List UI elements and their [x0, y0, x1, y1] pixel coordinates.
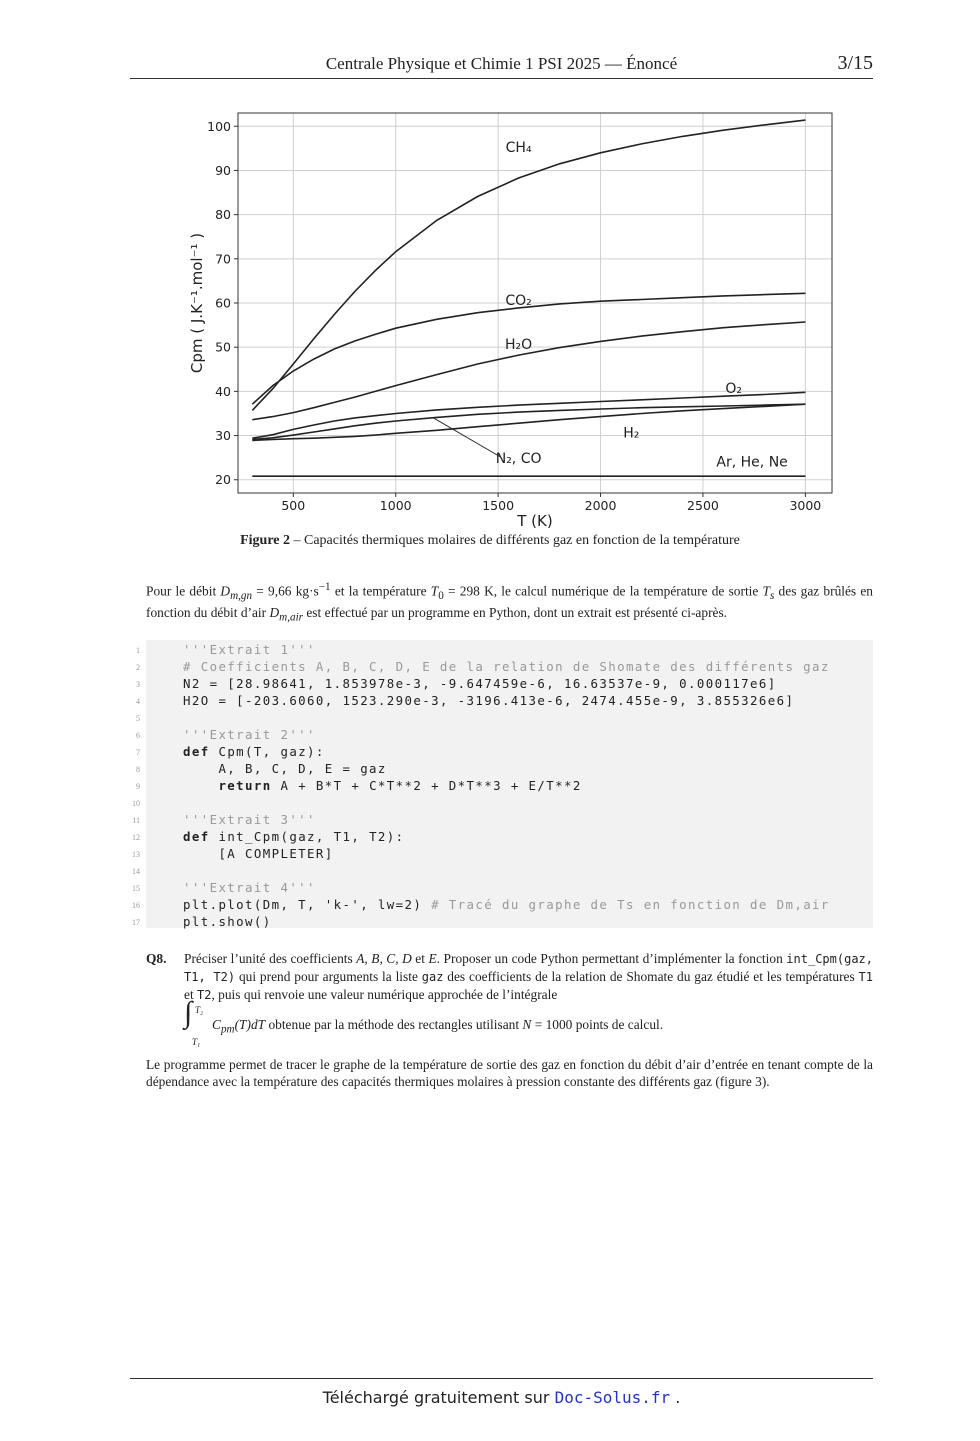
code-line: [132, 863, 873, 880]
code-listing: [132, 640, 873, 929]
code-line: [136, 676, 873, 693]
code-token: [A COMPLETER]: [183, 846, 334, 861]
code-inline: gaz: [421, 970, 444, 984]
series-label-arhene: Ar, He, Ne: [716, 454, 788, 471]
code-token: A, B, C, D, E = gaz: [183, 761, 387, 776]
y-tick-label: 30: [215, 428, 231, 444]
text: = 298 K, le calcul numérique de la température de sortie: [443, 583, 763, 599]
y-tick-label: 80: [215, 207, 231, 223]
code-line: [136, 693, 873, 710]
text: des coefficients de la relation de Shomate du gaz étudié et les températures: [443, 969, 859, 984]
code-token: '''Extrait 3''': [183, 812, 316, 827]
code-text: [183, 880, 316, 895]
text: et: [184, 987, 198, 1002]
y-tick-label: 50: [215, 339, 231, 355]
code-token: '''Extrait 4''': [183, 880, 316, 895]
y-axis-label: Cpm ( J.K⁻¹.mol⁻¹ ): [188, 232, 206, 374]
code-keyword: def: [183, 829, 210, 844]
footer-divider: [130, 1378, 873, 1379]
var: C: [212, 1017, 221, 1032]
x-tick-label: 1500: [482, 498, 515, 513]
y-tick-label: 60: [215, 295, 231, 311]
code-token: # Coefficients A, B, C, D, E de la relation de Shomate des différents gaz: [183, 659, 830, 674]
var: D: [269, 604, 280, 620]
text: et: [411, 951, 429, 966]
code-token: plt.plot(Dm, T, 'k-', lw=2): [183, 897, 432, 912]
cp-chart: [180, 100, 860, 532]
code-token: plt.show(): [183, 914, 272, 929]
line-number: 15: [132, 884, 140, 893]
line-number: 9: [136, 782, 140, 791]
code-token: N2 = [28.98641, 1.853978e-3, -9.647459e-6, 16.63537e-9, 0.000117e6]: [183, 676, 777, 691]
series-label-co2: CO₂: [505, 292, 532, 309]
integral-lower-bound: T₁: [192, 1037, 201, 1047]
footer-dot: .: [670, 1388, 681, 1407]
code-keyword: return: [183, 778, 272, 793]
code-text: [183, 676, 777, 691]
code-text: [183, 829, 405, 844]
code-text: [183, 693, 794, 708]
code-text: [183, 778, 582, 793]
y-tick-label: 40: [215, 383, 231, 399]
code-line: [132, 846, 873, 863]
integral-sign-icon: ∫: [184, 996, 193, 1029]
line-number: 11: [132, 816, 140, 825]
code-keyword: def: [183, 744, 210, 759]
page-number: 3/15: [837, 52, 873, 74]
code-line: [136, 761, 873, 778]
line-number: 17: [132, 918, 140, 927]
text: Préciser l’unité des coefficients: [184, 951, 357, 966]
text: = 1000 points de calcul.: [531, 1017, 664, 1032]
series-label-o2: O₂: [725, 381, 743, 398]
series-line: [252, 120, 805, 410]
exponent: −1: [318, 581, 331, 593]
line-number: 5: [136, 714, 140, 723]
series-label-h2: H₂: [623, 425, 640, 442]
text: = 9,66 kg·s: [252, 583, 319, 599]
line-number: 14: [132, 867, 140, 876]
var: E: [428, 951, 437, 966]
text: qui prend pour arguments la liste: [235, 969, 422, 984]
var: T: [762, 583, 770, 599]
integral-expression: [184, 996, 873, 1047]
code-text: [183, 642, 316, 657]
page-header: [130, 52, 873, 79]
code-token: int_Cpm(gaz, T1, T2):: [209, 829, 405, 844]
footer-text: Téléchargé gratuitement sur: [322, 1388, 555, 1407]
code-line: [132, 897, 873, 914]
line-number: 2: [136, 663, 140, 672]
header-title: Centrale Physique et Chimie 1 PSI 2025 — Énoncé: [325, 54, 678, 73]
y-tick-label: 20: [215, 472, 231, 488]
code-line: [132, 829, 873, 846]
line-number: 16: [132, 901, 140, 910]
code-text: [183, 897, 830, 912]
x-axis-label: T (K): [517, 512, 553, 530]
x-tick-label: 3000: [789, 498, 822, 513]
var-sub: m,air: [279, 611, 304, 624]
code-token: H2O = [-203.6060, 1523.290e-3, -3196.413e-6, 2474.455e-9, 3.855326e6]: [183, 693, 795, 708]
line-number: 10: [132, 799, 140, 808]
question-label: Q8.: [146, 951, 167, 966]
code-token: A + B*T + C*T**2 + D*T**3 + E/T**2: [271, 778, 582, 793]
code-text: [183, 846, 334, 861]
text: et la température: [330, 583, 431, 599]
x-tick-label: 2000: [584, 498, 617, 513]
var-sub: m,gn: [230, 590, 253, 603]
text: . Proposer un code Python permettant d’implémenter la fonction: [436, 951, 787, 966]
series-line: [252, 404, 805, 440]
x-tick-label: 500: [281, 498, 306, 513]
code-inline: int_Cpm(gaz, T1, T2): [184, 952, 873, 984]
code-token: '''Extrait 1''': [183, 642, 316, 657]
line-number: 8: [136, 765, 140, 774]
paragraph-intro: [146, 579, 873, 626]
text: obtenue par la méthode des rectangles utilisant: [265, 1017, 523, 1032]
y-tick-label: 70: [215, 251, 231, 267]
code-line: [132, 880, 873, 897]
code-line: [136, 710, 873, 727]
var: (T)dT: [234, 1017, 266, 1032]
var: A, B, C, D: [356, 951, 412, 966]
text: des gaz brûlés en fonction du débit d’air: [146, 583, 873, 620]
n2co-pointer-line: [433, 417, 501, 456]
code-token: Cpm(T, gaz):: [209, 744, 325, 759]
code-text: [183, 761, 387, 776]
code-line: [136, 642, 873, 659]
code-line: [132, 914, 873, 931]
text: est effectué par un programme en Python, dont un extrait est présenté ci-après.: [303, 604, 728, 620]
line-number: 3: [136, 680, 140, 689]
code-line: [136, 727, 873, 744]
series-label-ch4: CH₄: [505, 139, 532, 156]
code-text: [183, 727, 316, 742]
figure-label: Figure 2: [240, 533, 290, 548]
code-text: [183, 744, 325, 759]
code-inline: T2: [197, 988, 212, 1002]
paragraph-conclusion: Le programme permet de tracer le graphe de la température de sortie des gaz en fonction du débit d’air d’entrée en tenant compte de la dépendance avec la température des capacités thermiques molaires à pression constante des différents gaz (figure 3).: [146, 1057, 873, 1089]
page-footer: [130, 1388, 873, 1407]
question-body: [184, 950, 873, 1004]
code-text: [183, 812, 316, 827]
code-text: [183, 914, 272, 929]
code-line: [132, 795, 873, 812]
var: D: [220, 583, 231, 599]
text: , puis qui renvoie une valeur numérique approchée de l’intégrale: [211, 987, 558, 1002]
var: T: [430, 583, 439, 599]
code-line: [132, 812, 873, 829]
code-token: '''Extrait 2''': [183, 727, 316, 742]
code-text: [183, 659, 830, 674]
var-sub: 0: [438, 590, 444, 603]
line-number: 4: [136, 697, 140, 706]
line-number: 12: [132, 833, 140, 842]
figure-caption: [130, 533, 850, 549]
code-line: [136, 778, 873, 795]
code-line: [136, 744, 873, 761]
x-tick-label: 1000: [379, 498, 412, 513]
line-number: 7: [136, 748, 140, 757]
series-line: [252, 392, 805, 438]
integral-upper-bound: T₂: [195, 1005, 204, 1015]
var-sub: s: [770, 590, 775, 603]
series-label-n2co: N₂, CO: [495, 450, 542, 467]
x-tick-label: 2500: [687, 498, 719, 513]
code-comment: # Tracé du graphe de Ts en fonction de Dm,air: [431, 897, 830, 912]
y-tick-label: 90: [215, 162, 231, 178]
line-number: 6: [136, 731, 140, 740]
line-number: 1: [136, 646, 140, 655]
code-line: [136, 659, 873, 676]
var-sub: pm: [220, 1023, 235, 1036]
text: Pour le débit: [146, 583, 221, 599]
footer-link[interactable]: Doc-Solus.fr: [554, 1388, 671, 1407]
var: N: [522, 1017, 532, 1032]
figure-caption-text: – Capacités thermiques molaires de différents gaz en fonction de la température: [290, 533, 740, 548]
code-inline: T1: [858, 970, 873, 984]
y-tick-label: 100: [207, 118, 231, 134]
series-label-h2o: H₂O: [505, 336, 533, 353]
line-number: 13: [132, 850, 140, 859]
